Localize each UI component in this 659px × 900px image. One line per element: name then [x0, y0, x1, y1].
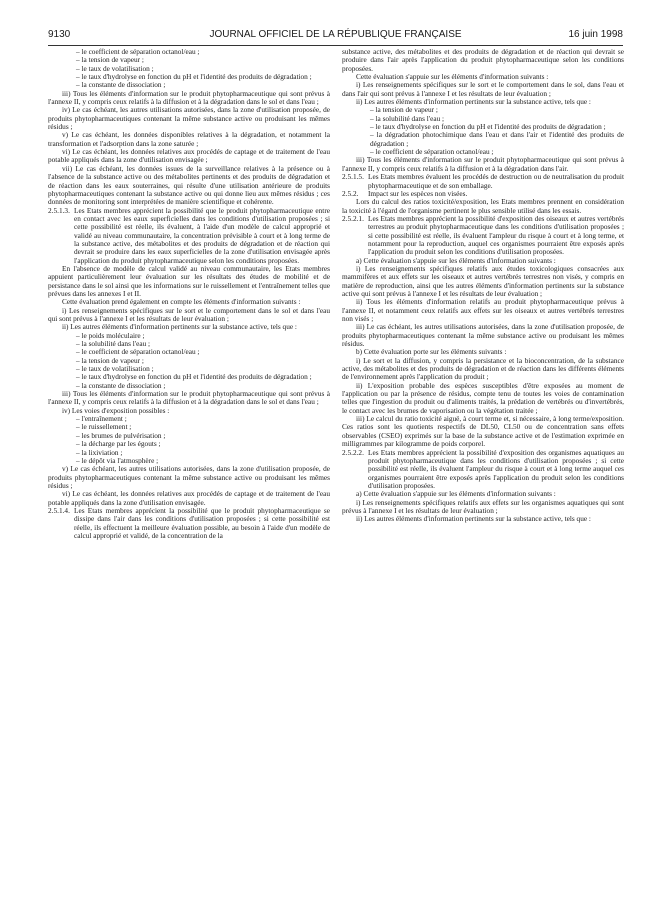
- paragraph: v) Le cas échéant, les autres utilisations autorisées, dans la zone d'utilisation proposée, de produits phytopharmaceutiques contenant la même substance active ou produisant les mêmes résidus ;: [48, 464, 330, 490]
- paragraph: En l'absence de modèle de calcul validé au niveau communautaire, les Etats membres appuient particulièrement leur évaluation sur les résultats des études de mobilité et de persistance dans le sol ainsi que les informations sur le ruissellement et l'entraînement telles que prévues dans les annexes I et II.: [48, 263, 330, 298]
- section-number: 2.5.1.5.: [342, 172, 364, 182]
- paragraph: i) Le sort et la diffusion, y compris la persistance et la bioconcentration, de la substance active, des métabolites et des produits de dégradation et de réaction dans les différents éléments de l'environnement après l'application du produit ;: [342, 355, 624, 382]
- paragraph-text: Les Etats membres évaluent les procédés de destruction ou de neutralisation du produit phytopharmaceutique et de son emballage.: [368, 172, 624, 190]
- list-item: – le coefficient de séparation octanol/eau ;: [76, 347, 200, 357]
- numbered-paragraph: [342, 449, 624, 491]
- numbered-paragraph: [342, 215, 624, 257]
- paragraph: i) Les renseignements spécifiques relatifs aux effets sur les organismes aquatiques qui sont prévus à l'annexe I et les résultats de leur évaluation ;: [342, 497, 624, 515]
- numbered-paragraph: [342, 190, 624, 198]
- paragraph-text: Les Etats membres apprécient la possibilité que le produit phytopharmaceutique se dissipe dans l'air dans les conditions d'utilisation proposées ; si cette possibilité est réelle, ils effectuent la meilleure évaluation possible, au besoin à l'aide d'un modèle de calcul approprié et validé, de la concentration de la: [74, 505, 330, 540]
- paragraph: b) Cette évaluation porte sur les éléments suivants :: [356, 347, 507, 357]
- section-number: 2.5.1.3.: [48, 205, 70, 215]
- paragraph-text: Impact sur les espèces non visées.: [368, 188, 468, 198]
- numbered-paragraph: [48, 507, 330, 540]
- numbered-paragraph: [342, 173, 624, 190]
- paragraph: substance active, des métabolites et des produits de dégradation et de réaction qui devrait se produire dans l'air après l'application du produit phytopharmaceutique selon les conditions proposées.: [342, 48, 624, 73]
- list-item: – la tension de vapeur ;: [76, 355, 144, 365]
- list-item: – le taux d'hydrolyse en fonction du pH et l'identité des produits de dégradation ;: [370, 122, 606, 132]
- section-number: 2.5.2.1.: [342, 213, 364, 223]
- right-column: [342, 48, 624, 894]
- list-item: – la décharge par les égouts ;: [76, 439, 161, 449]
- list-item: – l'entraînement ;: [76, 414, 127, 424]
- page-number: 9130: [48, 29, 71, 40]
- paragraph: Cette évaluation prend également en compte les éléments d'information suivants :: [62, 297, 301, 307]
- list-item: – le taux d'hydrolyse en fonction du pH et l'identité des produits de dégradation ;: [76, 72, 312, 82]
- paragraph: v) Le cas échéant, les données disponibles relatives à la dégradation, et notamment la transformation et l'adsorption dans la zone saturée ;: [48, 130, 330, 148]
- list-item: – le coefficient de séparation octanol/eau ;: [76, 48, 200, 56]
- list-item: – la solubilité dans l'eau ;: [370, 113, 445, 123]
- section-number: 2.5.2.: [342, 188, 359, 198]
- paragraph: iii) Tous les éléments d'information sur le produit phytopharmaceutique qui sont prévus à l'annexe II, y compris ceux relatifs à la diffusion et à la dégradation dans le sol et dans l'eau ;: [48, 389, 330, 407]
- paragraph: ii) Les autres éléments d'information pertinents sur la substance active, tels que :: [356, 97, 591, 107]
- list-item: – la tension de vapeur ;: [370, 105, 438, 115]
- journal-title: JOURNAL OFFICIEL DE LA RÉPUBLIQUE FRANÇAISE: [209, 29, 462, 40]
- paragraph: ii) Tous les éléments d'information relatifs au produit phytopharmaceutique prévus à l'annexe II, et notamment ceux relatifs aux effets sur les oiseaux et autres vertébrés terrestres non visés ;: [342, 297, 624, 323]
- list-item: – la dégradation photochimique dans l'eau et dans l'air et l'identité des produits de dégradation ;: [370, 130, 624, 148]
- list-item: – les brumes de pulvérisation ;: [76, 430, 166, 440]
- list-item: – le taux de volatilisation ;: [76, 63, 154, 73]
- issue-date: 16 juin 1998: [568, 29, 623, 40]
- paragraph: iv) Le cas échéant, les autres utilisations autorisées, dans la zone d'utilisation proposée, de produits phytopharmaceutiques contenant la même substance active ou produisant les mêmes résidus ;: [48, 105, 330, 132]
- paragraph: i) Les renseignements spécifiques sur le sort et le comportement dans le sol, dans l'eau et dans l'air qui sont prévus à l'annexe I et les résultats de leur évaluation ;: [342, 80, 624, 98]
- paragraph: iii) Le cas échéant, les autres utilisations autorisées, dans la zone d'utilisation proposée, de produits phytopharmaceutiques contenant la même substance active ou produisant les mêmes résidus.: [342, 322, 624, 349]
- paragraph: Cette évaluation s'appuie sur les éléments d'information suivants :: [356, 72, 549, 82]
- list-item: – la solubilité dans l'eau ;: [76, 339, 151, 349]
- paragraph-text: Les Etats membres apprécient la possibilité d'exposition des organismes aquatiques au produit phytopharmaceutique dans les conditions d'utilisation proposées ; si cette possibilité est réelle, ils évaluent l'ampleur du risque à court et à long terme auquel ces organismes pourraient être exposés après l'application du produit selon les conditions d'utilisation proposées.: [368, 447, 624, 490]
- paragraph: iii) Tous les éléments d'information sur le produit phytopharmaceutique qui sont prévus à l'annexe II, y compris ceux relatifs à la diffusion et à la dégradation dans l'air.: [342, 155, 624, 173]
- section-number: 2.5.1.4.: [48, 505, 70, 515]
- numbered-paragraph: [48, 207, 330, 265]
- paragraph: ii) Les autres éléments d'information pertinents sur la substance active, tels que :: [62, 322, 297, 332]
- list-item: – le taux d'hydrolyse en fonction du pH et l'identité des produits de dégradation ;: [76, 372, 312, 382]
- list-item: – le dépôt via l'atmosphère ;: [76, 455, 159, 465]
- list-item: – la constante de dissociation ;: [76, 380, 166, 390]
- list-item: – la constante de dissociation ;: [76, 80, 166, 90]
- list-item: – le coefficient de séparation octanol/eau ;: [370, 147, 494, 157]
- paragraph-text: Les Etats membres apprécient la possibilité que le produit phytopharmaceutique entre en contact avec les eaux superficielles dans les conditions d'utilisation proposées ; si cette possibilité est réelle, ils évaluent, à l'aide d'un modèle de calcul approprié et validé au niveau communautaire, la concentration prévisible à court et à long terme de la substance active, des métabolites et des produits de dégradation et de réaction qui devrait se produire dans les eaux superficielles de la zone d'utilisation envisagée après l'application du produit phytopharmaceutique selon les conditions proposées.: [74, 205, 330, 265]
- paragraph: vi) Le cas échéant, les données relatives aux procédés de captage et de traitement de l'eau potable appliqués dans la zone d'utilisation envisagée.: [48, 489, 330, 507]
- section-number: 2.5.2.2.: [342, 447, 364, 457]
- left-column: [48, 48, 330, 894]
- paragraph: iii) Tous les éléments d'information sur le produit phytopharmaceutique qui sont prévus à l'annexe II, y compris ceux relatifs à la diffusion et à la dégradation dans le sol et dans l'eau ;: [48, 88, 330, 107]
- list-item: – la tension de vapeur ;: [76, 55, 144, 65]
- paragraph-text: Les Etats membres apprécient la possibilité d'exposition des oiseaux et autres vertébrés terrestres au produit phytopharmaceutique dans les conditions d'utilisation proposées ; si cette possibilité est réelle, ils évaluent l'ampleur du risque à court et à long terme, et notamment pour la reproduction, auquel ces organismes pourraient être exposés après l'application du produit selon les conditions d'utilisation proposées.: [368, 213, 624, 257]
- list-item: – la lixiviation ;: [76, 447, 123, 457]
- page-header: [48, 29, 623, 43]
- paragraph: Lors du calcul des ratios toxicité/exposition, les Etats membres prennent en considération la toxicité à l'égard de l'organisme pertinent le plus sensible utilisé dans les essais.: [342, 197, 624, 215]
- paragraph: a) Cette évaluation s'appuie sur les éléments d'information suivants :: [356, 489, 556, 499]
- paragraph: iv) Les voies d'exposition possibles :: [62, 405, 170, 415]
- paragraph: iii) Le calcul du ratio toxicité aiguë, à court terme et, si nécessaire, à long terme/exposition. Ces ratios sont les quotients respectifs de DL50, CL50 ou de concentration sans effets observables (CSEO) exprimés sur la base de la substance active et de l'estimation exprimée en milligrammes par kilogramme de poids corporel.: [342, 414, 624, 449]
- paragraph: i) Les renseignements spécifiques relatifs aux études toxicologiques consacrées aux mammifères et aux effets sur les oiseaux et autres vertébrés terrestres non visés, y compris en matière de reproduction, ainsi que les autres éléments d'information pertinents sur la substance active qui sont prévus à l'annexe I et les résultats de leur évaluation ;: [342, 263, 624, 298]
- paragraph: ii) Les autres éléments d'information pertinents sur la substance active, tels que :: [356, 514, 591, 524]
- header-rule: [48, 45, 623, 46]
- paragraph: vi) Le cas échéant, les données relatives aux procédés de captage et de traitement de l'eau potable appliqués dans la zone d'utilisation envisagée ;: [48, 147, 330, 165]
- paragraph: a) Cette évaluation s'appuie sur les éléments d'information suivants :: [356, 255, 556, 265]
- list-item: – le ruissellement ;: [76, 422, 132, 432]
- paragraph: vii) Le cas échéant, les données issues de la surveillance relatives à la présence ou à l'absence de la substance active ou des métabolites pertinents et des produits de dégradation et de réaction dans les eaux souterraines, qui résulte d'une utilisation antérieure de produits phytopharmaceutiques contenant la substance active ou qui donne lieu aux mêmes résidus ; ces données de monitoring sont interprétées de manière scientifique et cohérente.: [48, 163, 330, 207]
- list-item: – le poids moléculaire ;: [76, 330, 145, 340]
- paragraph: ii) L'exposition probable des espèces susceptibles d'être exposées au moment de l'application ou par la présence de résidus, compte tenu de toutes les voies de contamination telles que l'ingestion du produit ou d'aliments traités, la prédation de vertébrés ou d'invertébrés, le contact avec les brumes de vaporisation ou la végétation traitée ;: [342, 380, 624, 415]
- list-item: – le taux de volatilisation ;: [76, 364, 154, 374]
- paragraph: i) Les renseignements spécifiques sur le sort et le comportement dans le sol et dans l'eau qui sont prévus à l'annexe I et les résultats de leur évaluation ;: [48, 305, 330, 323]
